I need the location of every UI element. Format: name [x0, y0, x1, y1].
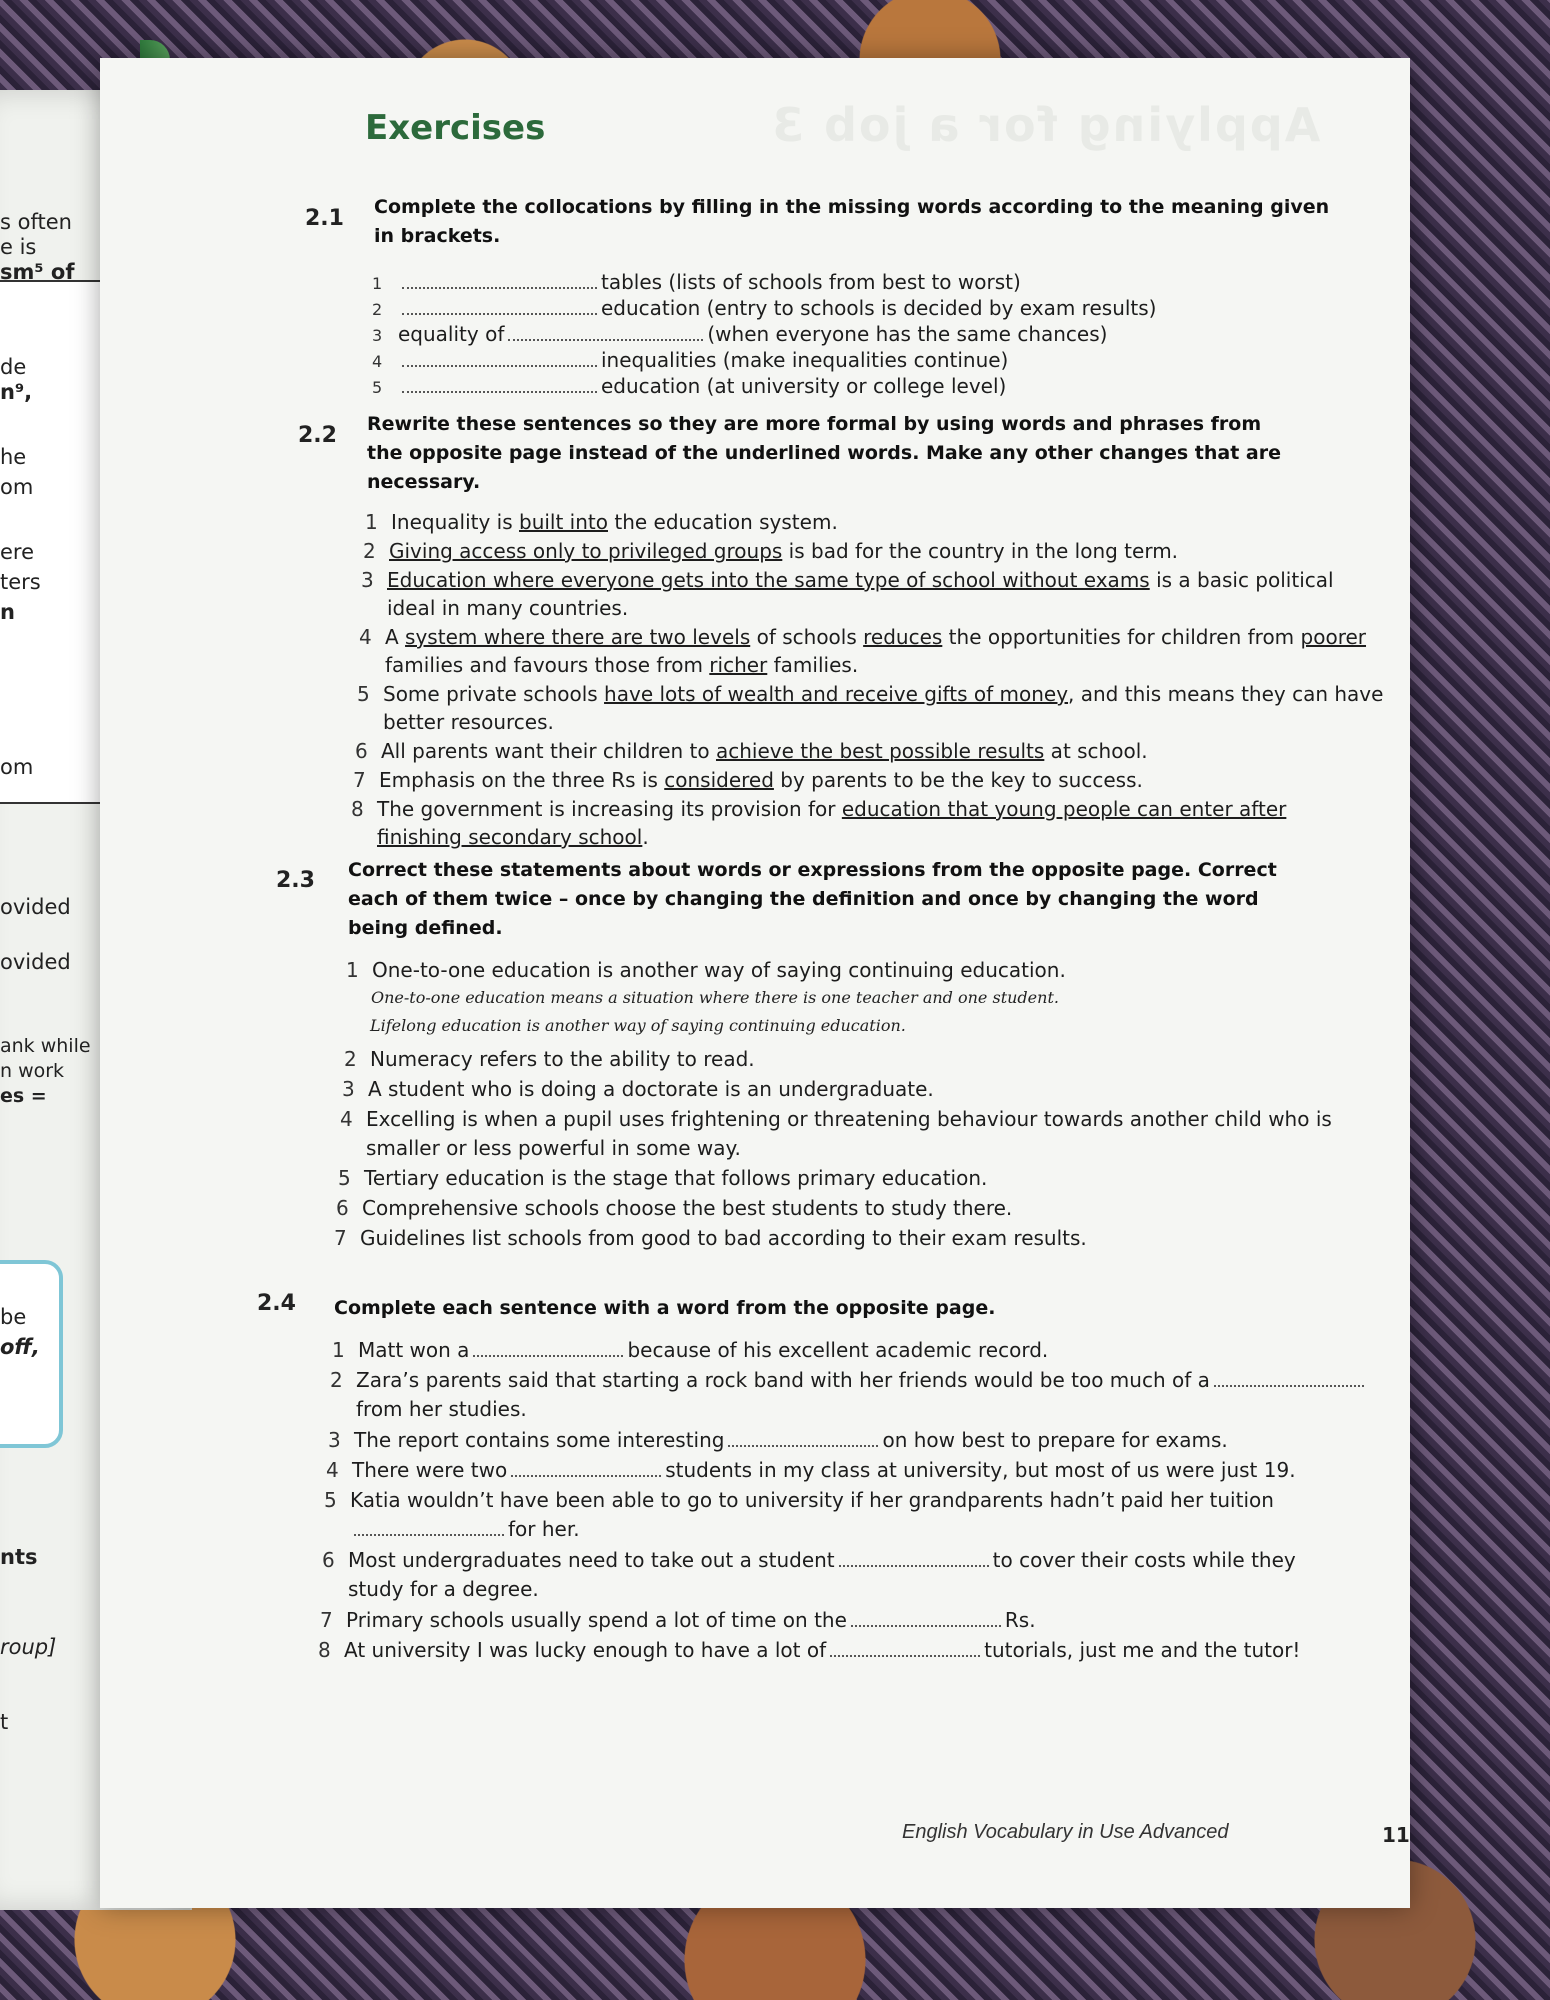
list-item: 6 Comprehensive schools choose the best students to study there.	[336, 1196, 1013, 1220]
left-fragment: de	[0, 355, 27, 379]
list-item: 3 equality of (when everyone has the same chances)	[372, 322, 1108, 346]
left-fragment: roup]	[0, 1635, 57, 1659]
list-item: 8 At university I was lucky enough to have a lot of tutorials, just me and the tutor!	[318, 1638, 1301, 1662]
page-title: Exercises	[365, 108, 546, 148]
left-fragment: n	[0, 600, 15, 624]
list-item: 5 education (at university or college level)	[372, 374, 1007, 398]
left-fragment: n work	[0, 1060, 65, 1082]
list-item-continuation: families and favours those from richer families.	[385, 653, 859, 677]
left-fragment: es =	[0, 1085, 47, 1107]
list-item: 8 The government is increasing its provision for education that young people can enter after	[351, 797, 1287, 821]
left-fragment: be	[0, 1305, 27, 1329]
list-item: 5 Katia wouldn’t have been able to go to university if her grandparents hadn’t paid her tuition	[324, 1488, 1274, 1512]
list-item: 2 Zara’s parents said that starting a rock band with her friends would be too much of a	[330, 1366, 1368, 1394]
list-item: 5 Tertiary education is the stage that follows primary education.	[338, 1166, 988, 1190]
list-item-continuation: finishing secondary school.	[377, 825, 649, 849]
list-item: 4 There were two students in my class at university, but most of us were just 19.	[326, 1458, 1296, 1482]
list-item-continuation: for her.	[350, 1515, 580, 1543]
left-fragment: om	[0, 475, 34, 499]
list-item-continuation: better resources.	[383, 710, 554, 734]
exercise-instruction: Correct these statements about words or expressions from the opposite page. Correct each of them twice – once by changing the definition and once by changing the word being defined.	[348, 859, 1277, 939]
example-item: 1 One-to-one education is another way of saying continuing education.	[346, 958, 1066, 982]
list-item: 7 Emphasis on the three Rs is considered by parents to be the key to success.	[353, 768, 1143, 792]
list-item: 3 A student who is doing a doctorate is an undergraduate.	[342, 1077, 934, 1101]
list-item: 7 Primary schools usually spend a lot of time on the Rs.	[320, 1608, 1036, 1632]
page-number: 11	[1382, 1823, 1410, 1847]
list-item: 1 Matt won a because of his excellent academic record.	[332, 1338, 1049, 1362]
list-item: 1 Inequality is built into the education system.	[365, 510, 838, 534]
book-title-footer: English Vocabulary in Use Advanced	[902, 1821, 1229, 1843]
list-item: 6 Most undergraduates need to take out a student to cover their costs while they	[322, 1548, 1296, 1572]
list-item-continuation: from her studies.	[356, 1397, 527, 1421]
exercise-number: 2.1	[305, 206, 344, 231]
left-fragment: ovided	[0, 895, 71, 919]
exercise-number: 2.2	[298, 423, 337, 448]
left-fragment: ank while	[0, 1035, 91, 1057]
list-item-continuation: study for a degree.	[348, 1577, 539, 1601]
left-fragment: ters	[0, 570, 41, 594]
list-item: 4 A system where there are two levels of schools reduces the opportunities for children from poorer	[359, 625, 1367, 649]
list-item: 7 Guidelines list schools from good to bad according to their exam results.	[334, 1226, 1087, 1250]
list-item: 2 Giving access only to privileged groups is bad for the country in the long term.	[363, 539, 1179, 563]
exercise-number: 2.4	[257, 1291, 296, 1316]
left-fragment: ovided	[0, 950, 71, 974]
list-item: 1 tables (lists of schools from best to worst)	[372, 270, 1021, 294]
left-fragment: om	[0, 755, 34, 779]
show-through-text: Applying for a job 3	[770, 98, 1321, 152]
list-item-continuation: ideal in many countries.	[387, 596, 629, 620]
list-item: 3 The report contains some interesting on how best to prepare for exams.	[328, 1428, 1228, 1452]
list-item-continuation: smaller or less powerful in some way.	[366, 1136, 741, 1160]
list-item: 2 Numeracy refers to the ability to read.	[344, 1047, 755, 1071]
list-item: 3 Education where everyone gets into the same type of school without exams is a basic political	[361, 568, 1334, 592]
left-fragment: n⁹,	[0, 380, 33, 404]
list-item: 2 education (entry to schools is decided by exam results)	[372, 296, 1157, 320]
left-fragment: s often	[0, 210, 72, 234]
list-item: 5 Some private schools have lots of wealth and receive gifts of money, and this means they can have	[357, 682, 1384, 706]
left-fragment: ere	[0, 540, 35, 564]
list-item: 4 inequalities (make inequalities continue)	[372, 348, 1009, 372]
list-item: 6 All parents want their children to achieve the best possible results at school.	[355, 739, 1148, 763]
list-item: 4 Excelling is when a pupil uses frightening or threatening behaviour towards another child who is	[340, 1107, 1332, 1131]
handwritten-answer: One-to-one education means a situation where there is one teacher and one student.	[371, 988, 1059, 1007]
handwritten-answer: Lifelong education is another way of saying continuing education.	[370, 1016, 906, 1035]
exercise-instruction: Complete each sentence with a word from the opposite page.	[334, 1297, 996, 1319]
book-page	[100, 58, 1410, 1908]
left-fragment: sm⁵ of	[0, 260, 75, 284]
exercise-instruction: Rewrite these sentences so they are more formal by using words and phrases from the opposite page instead of the underlined words. Make any other changes that are necessary.	[367, 413, 1282, 493]
left-fragment: off,	[0, 1335, 40, 1359]
left-fragment: nts	[0, 1545, 38, 1569]
exercise-number: 2.3	[276, 868, 315, 893]
exercise-instruction: Complete the collocations by filling in the missing words according to the meaning given in brackets.	[374, 196, 1330, 247]
left-fragment: he	[0, 445, 27, 469]
left-fragment: e is	[0, 235, 37, 259]
left-fragment: t	[0, 1710, 9, 1734]
